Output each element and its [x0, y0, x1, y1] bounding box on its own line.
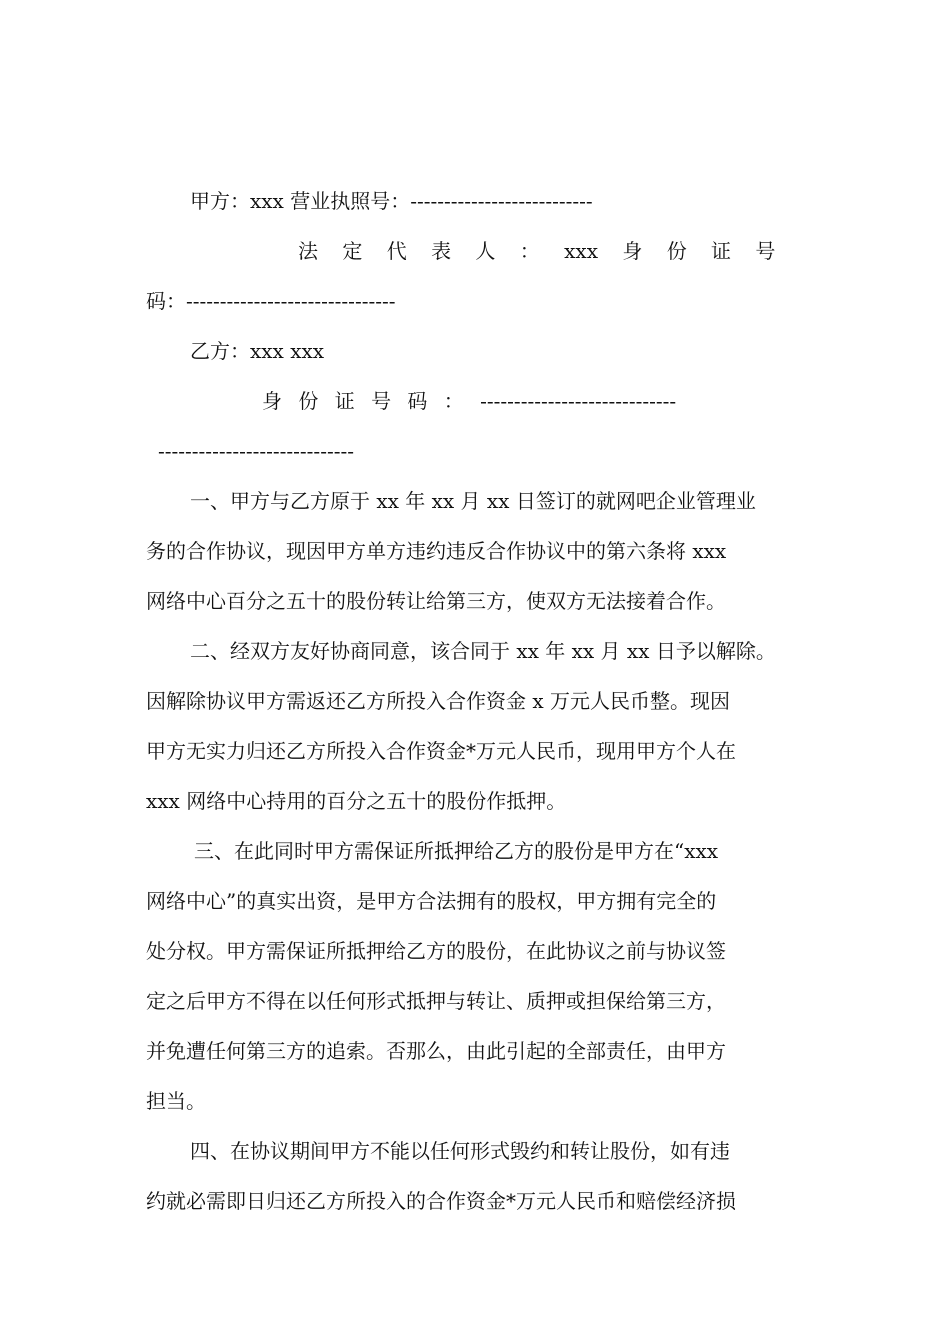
clause-3-line-4: 定之后甲方不得在以任何形式抵押与转让、质押或担保给第三方， [146, 989, 726, 1013]
clause-1-line-2: 务的合作协议，现因甲方单方违约违反合作协议中的第六条将 xxx [146, 539, 727, 563]
clause-1-line-3: 网络中心百分之五十的股份转让给第三方，使双方无法接着合作。 [146, 589, 726, 613]
clause-2-line-1: 二、经双方友好协商同意，该合同于 xx 年 xx 月 xx 日予以解除。 [190, 639, 776, 663]
clause-3-line-1: 三、在此同时甲方需保证所抵押给乙方的股份是甲方在“xxx [194, 839, 719, 863]
party-b-id-line: 身 份 证 号 码 ： ----------------------------- [262, 389, 677, 413]
party-b-line: 乙方：xxx xxx [190, 339, 325, 363]
clause-1-line-1: 一、甲方与乙方原于 xx 年 xx 月 xx 日签订的就网吧企业管理业 [190, 489, 756, 513]
clause-4-line-2: 约就必需即日归还乙方所投入的合作资金*万元人民币和赔偿经济损 [146, 1189, 736, 1213]
clause-4-line-1: 四、在协议期间甲方不能以任何形式毁约和转让股份，如有违 [190, 1139, 730, 1163]
clause-2-line-2: 因解除协议甲方需返还乙方所投入合作资金 x 万元人民币整。现因 [146, 689, 730, 713]
clause-2-line-4: xxx 网络中心持用的百分之五十的股份作抵押。 [146, 789, 567, 813]
party-a-representative-id-line: 码：------------------------------- [146, 289, 396, 313]
party-b-id-continuation: ----------------------------- [158, 439, 354, 463]
party-a-line: 甲方：xxx 营业执照号：--------------------------- [190, 189, 593, 213]
clause-2-line-3: 甲方无实力归还乙方所投入合作资金*万元人民币，现用甲方个人在 [146, 739, 736, 763]
clause-3-line-2: 网络中心”的真实出资，是甲方合法拥有的股权，甲方拥有完全的 [146, 889, 717, 913]
clause-3-line-6: 担当。 [146, 1089, 206, 1113]
clause-3-line-5: 并免遭任何第三方的追索。否那么，由此引起的全部责任，由甲方 [146, 1039, 726, 1063]
party-a-representative-line: 法 定 代 表 人 ： xxx 身 份 证 号 [298, 239, 776, 263]
clause-3-line-3: 处分权。甲方需保证所抵押给乙方的股份，在此协议之前与协议签 [146, 939, 726, 963]
